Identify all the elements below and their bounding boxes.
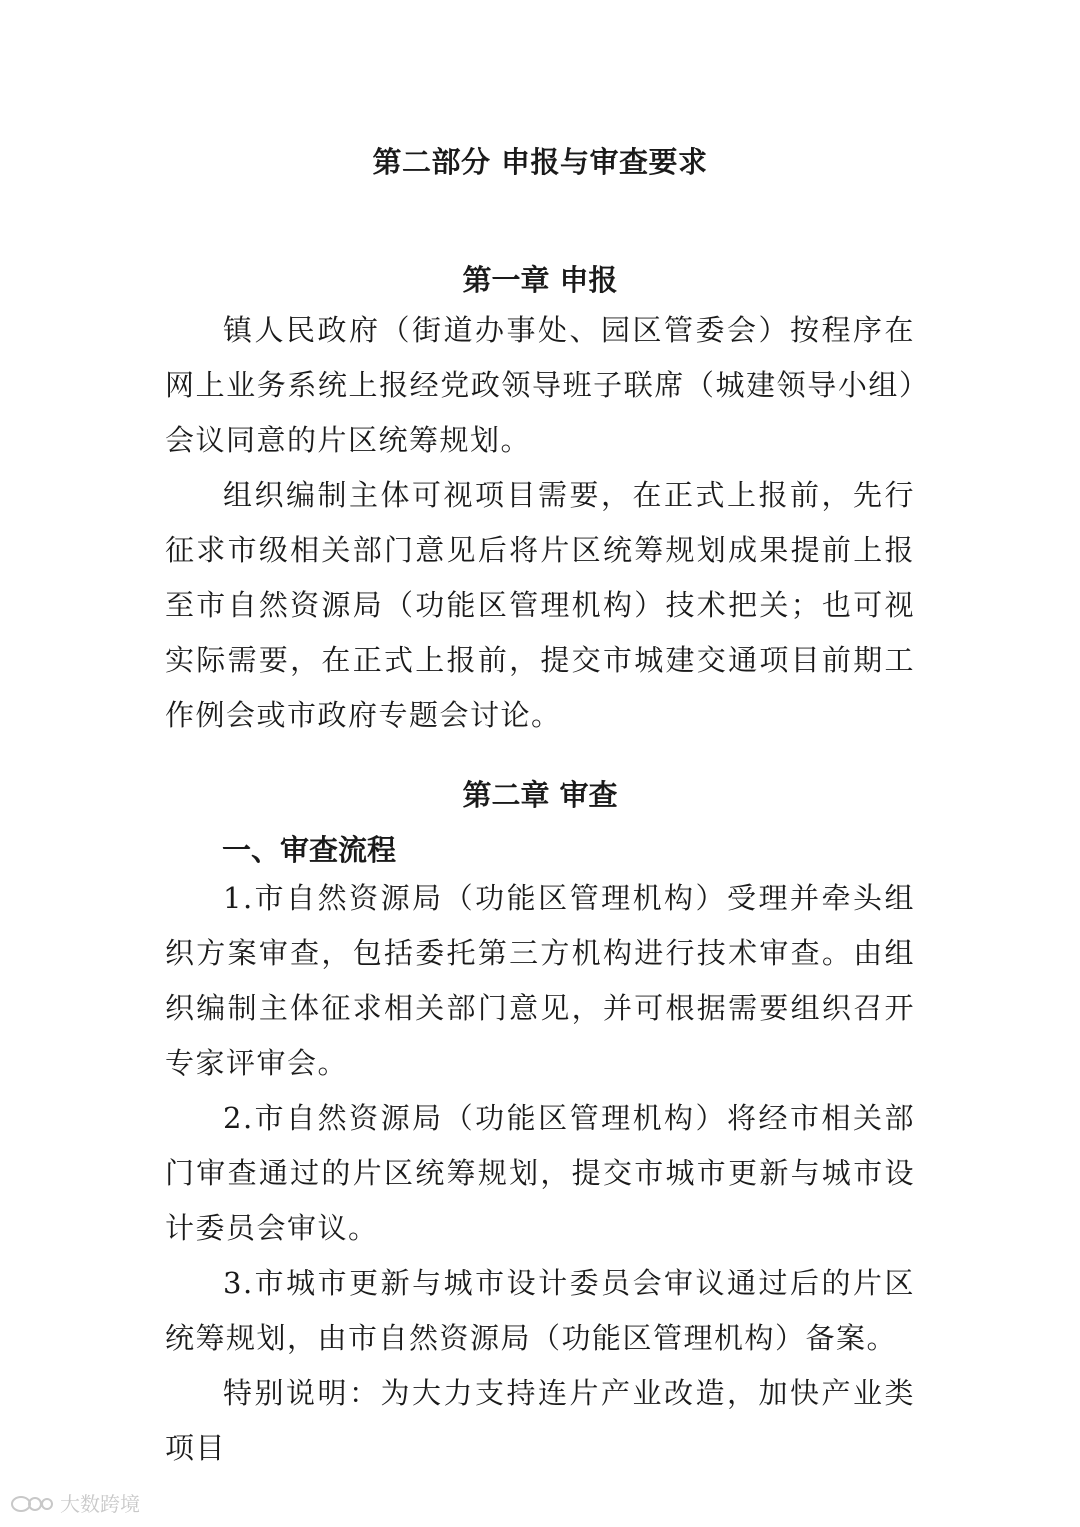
watermark (10, 1488, 140, 1517)
part-title: 第二部分 申报与审查要求 (372, 145, 708, 179)
paragraph: 3.市城市更新与城市设计委员会审议通过后的片区统筹规划，由市自然资源局（功能区管理机构）备案。 (165, 1266, 915, 1355)
weibo-logo-icon (10, 1492, 54, 1514)
paragraph: 镇人民政府（街道办事处、园区管委会）按程序在网上业务系统上报经党政领导班子联席（城建领导小组）会议同意的片区统筹规划。 (165, 313, 915, 457)
chapter-2-title: 第二章 审查 (462, 778, 618, 812)
chapter-1-title: 第一章 申报 (462, 263, 618, 297)
chapter-2-body (165, 871, 915, 1476)
section-title: 一、审查流程 (222, 833, 397, 867)
paragraph: 2.市自然资源局（功能区管理机构）将经市相关部门审查通过的片区统筹规划，提交市城市更新与城市设计委员会审议。 (165, 1101, 915, 1245)
watermark-text: 大数跨境 (60, 1492, 140, 1516)
chapter-1-body (165, 303, 915, 743)
paragraph: 组织编制主体可视项目需要，在正式上报前，先行征求市级相关部门意见后将片区统筹规划成果提前上报至市自然资源局（功能区管理机构）技术把关；也可视实际需要，在正式上报前，提交市城建交通项目前期工作例会或市政府专题会讨论。 (165, 478, 915, 732)
paragraph: 1.市自然资源局（功能区管理机构）受理并牵头组织方案审查，包括委托第三方机构进行技术审查。由组织编制主体征求相关部门意见，并可根据需要组织召开专家评审会。 (165, 881, 915, 1080)
paragraph: 特别说明：为大力支持连片产业改造，加快产业类项目 (165, 1376, 915, 1465)
